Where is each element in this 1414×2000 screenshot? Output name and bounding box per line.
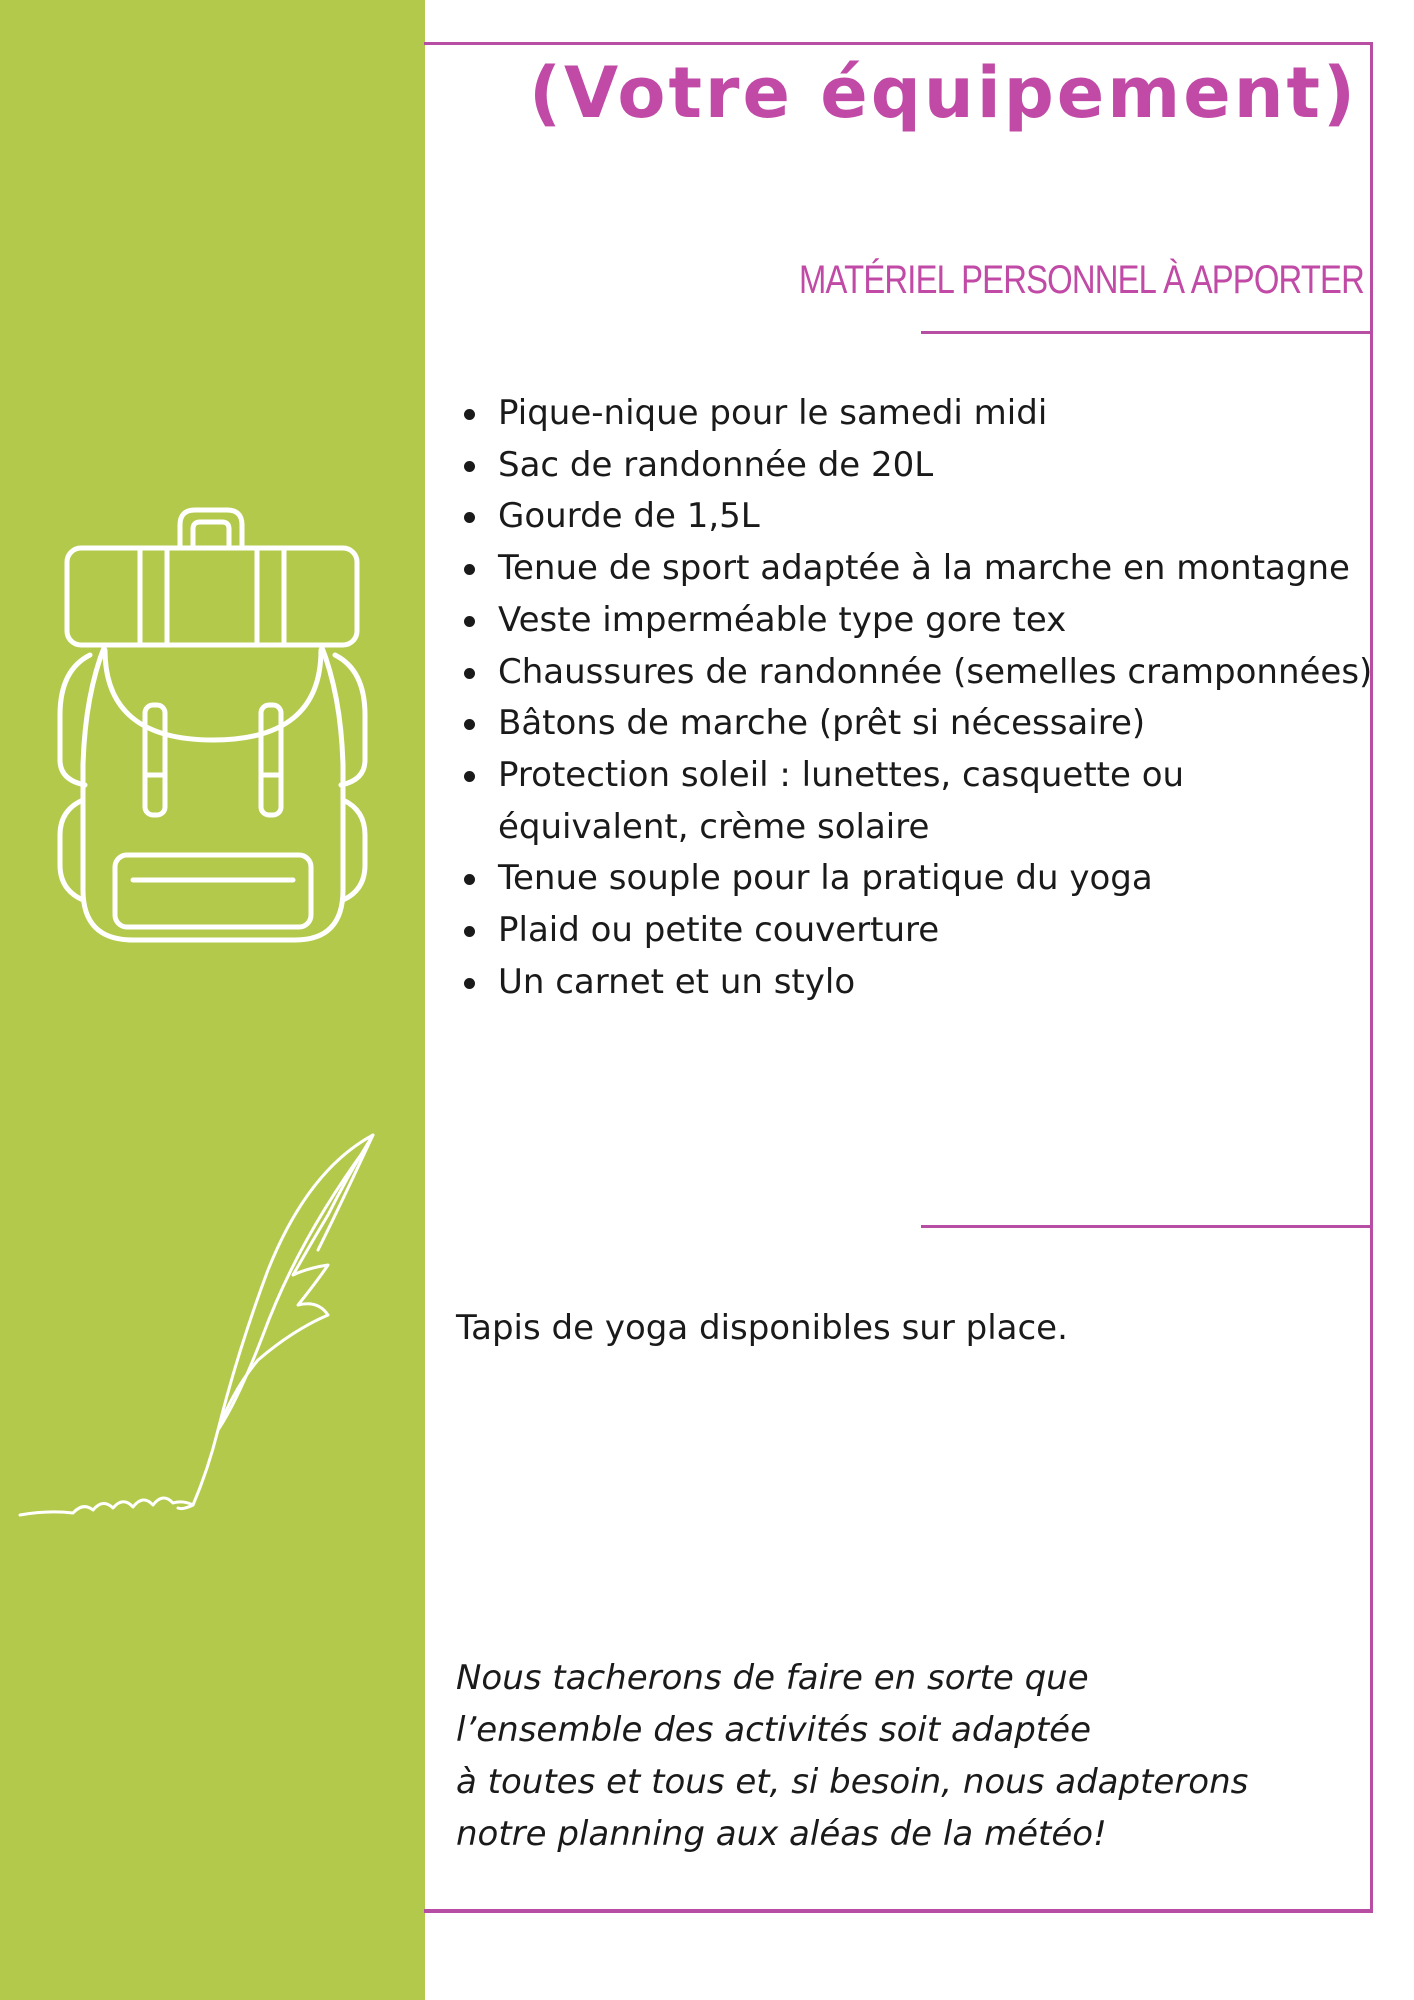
- yoga-mat-note: Tapis de yoga disponibles sur place.: [456, 1308, 1068, 1348]
- quill-pen-icon: [18, 1130, 378, 1530]
- list-item: Veste imperméable type gore tex: [498, 595, 1378, 647]
- list-item: Un carnet et un stylo: [498, 957, 1378, 1009]
- closing-line: Nous tacherons de faire en sorte que: [456, 1658, 1089, 1698]
- closing-line: à toutes et tous et, si besoin, nous adapterons: [456, 1762, 1249, 1802]
- list-item: Plaid ou petite couverture: [498, 905, 1378, 957]
- frame-bottom-border: [424, 1910, 1373, 1913]
- list-item: Protection soleil : lunettes, casquette ou équivalent, crème solaire: [498, 750, 1378, 853]
- page-title: (Votre équipement): [529, 52, 1358, 134]
- divider-middle: [921, 1225, 1373, 1228]
- list-item: Gourde de 1,5L: [498, 491, 1378, 543]
- list-item: Tenue de sport adaptée à la marche en montagne: [498, 543, 1378, 595]
- list-item: Pique-nique pour le samedi midi: [498, 388, 1378, 440]
- list-item: Bâtons de marche (prêt si nécessaire): [498, 698, 1378, 750]
- backpack-icon: [45, 505, 380, 955]
- closing-paragraph: [456, 1652, 1356, 1860]
- list-item: Sac de randonnée de 20L: [498, 440, 1378, 492]
- sidebar-panel: [0, 0, 425, 2000]
- closing-line: l’ensemble des activités soit adaptée: [456, 1710, 1091, 1750]
- section-subtitle: MATÉRIEL PERSONNEL À APPORTER: [799, 258, 1364, 302]
- closing-line: notre planning aux aléas de la météo!: [456, 1814, 1107, 1854]
- list-item: Tenue souple pour la pratique du yoga: [498, 853, 1378, 905]
- list-item: Chaussures de randonnée (semelles cramponnées): [498, 647, 1378, 699]
- divider-top: [921, 331, 1373, 334]
- equipment-list: [456, 388, 1378, 1008]
